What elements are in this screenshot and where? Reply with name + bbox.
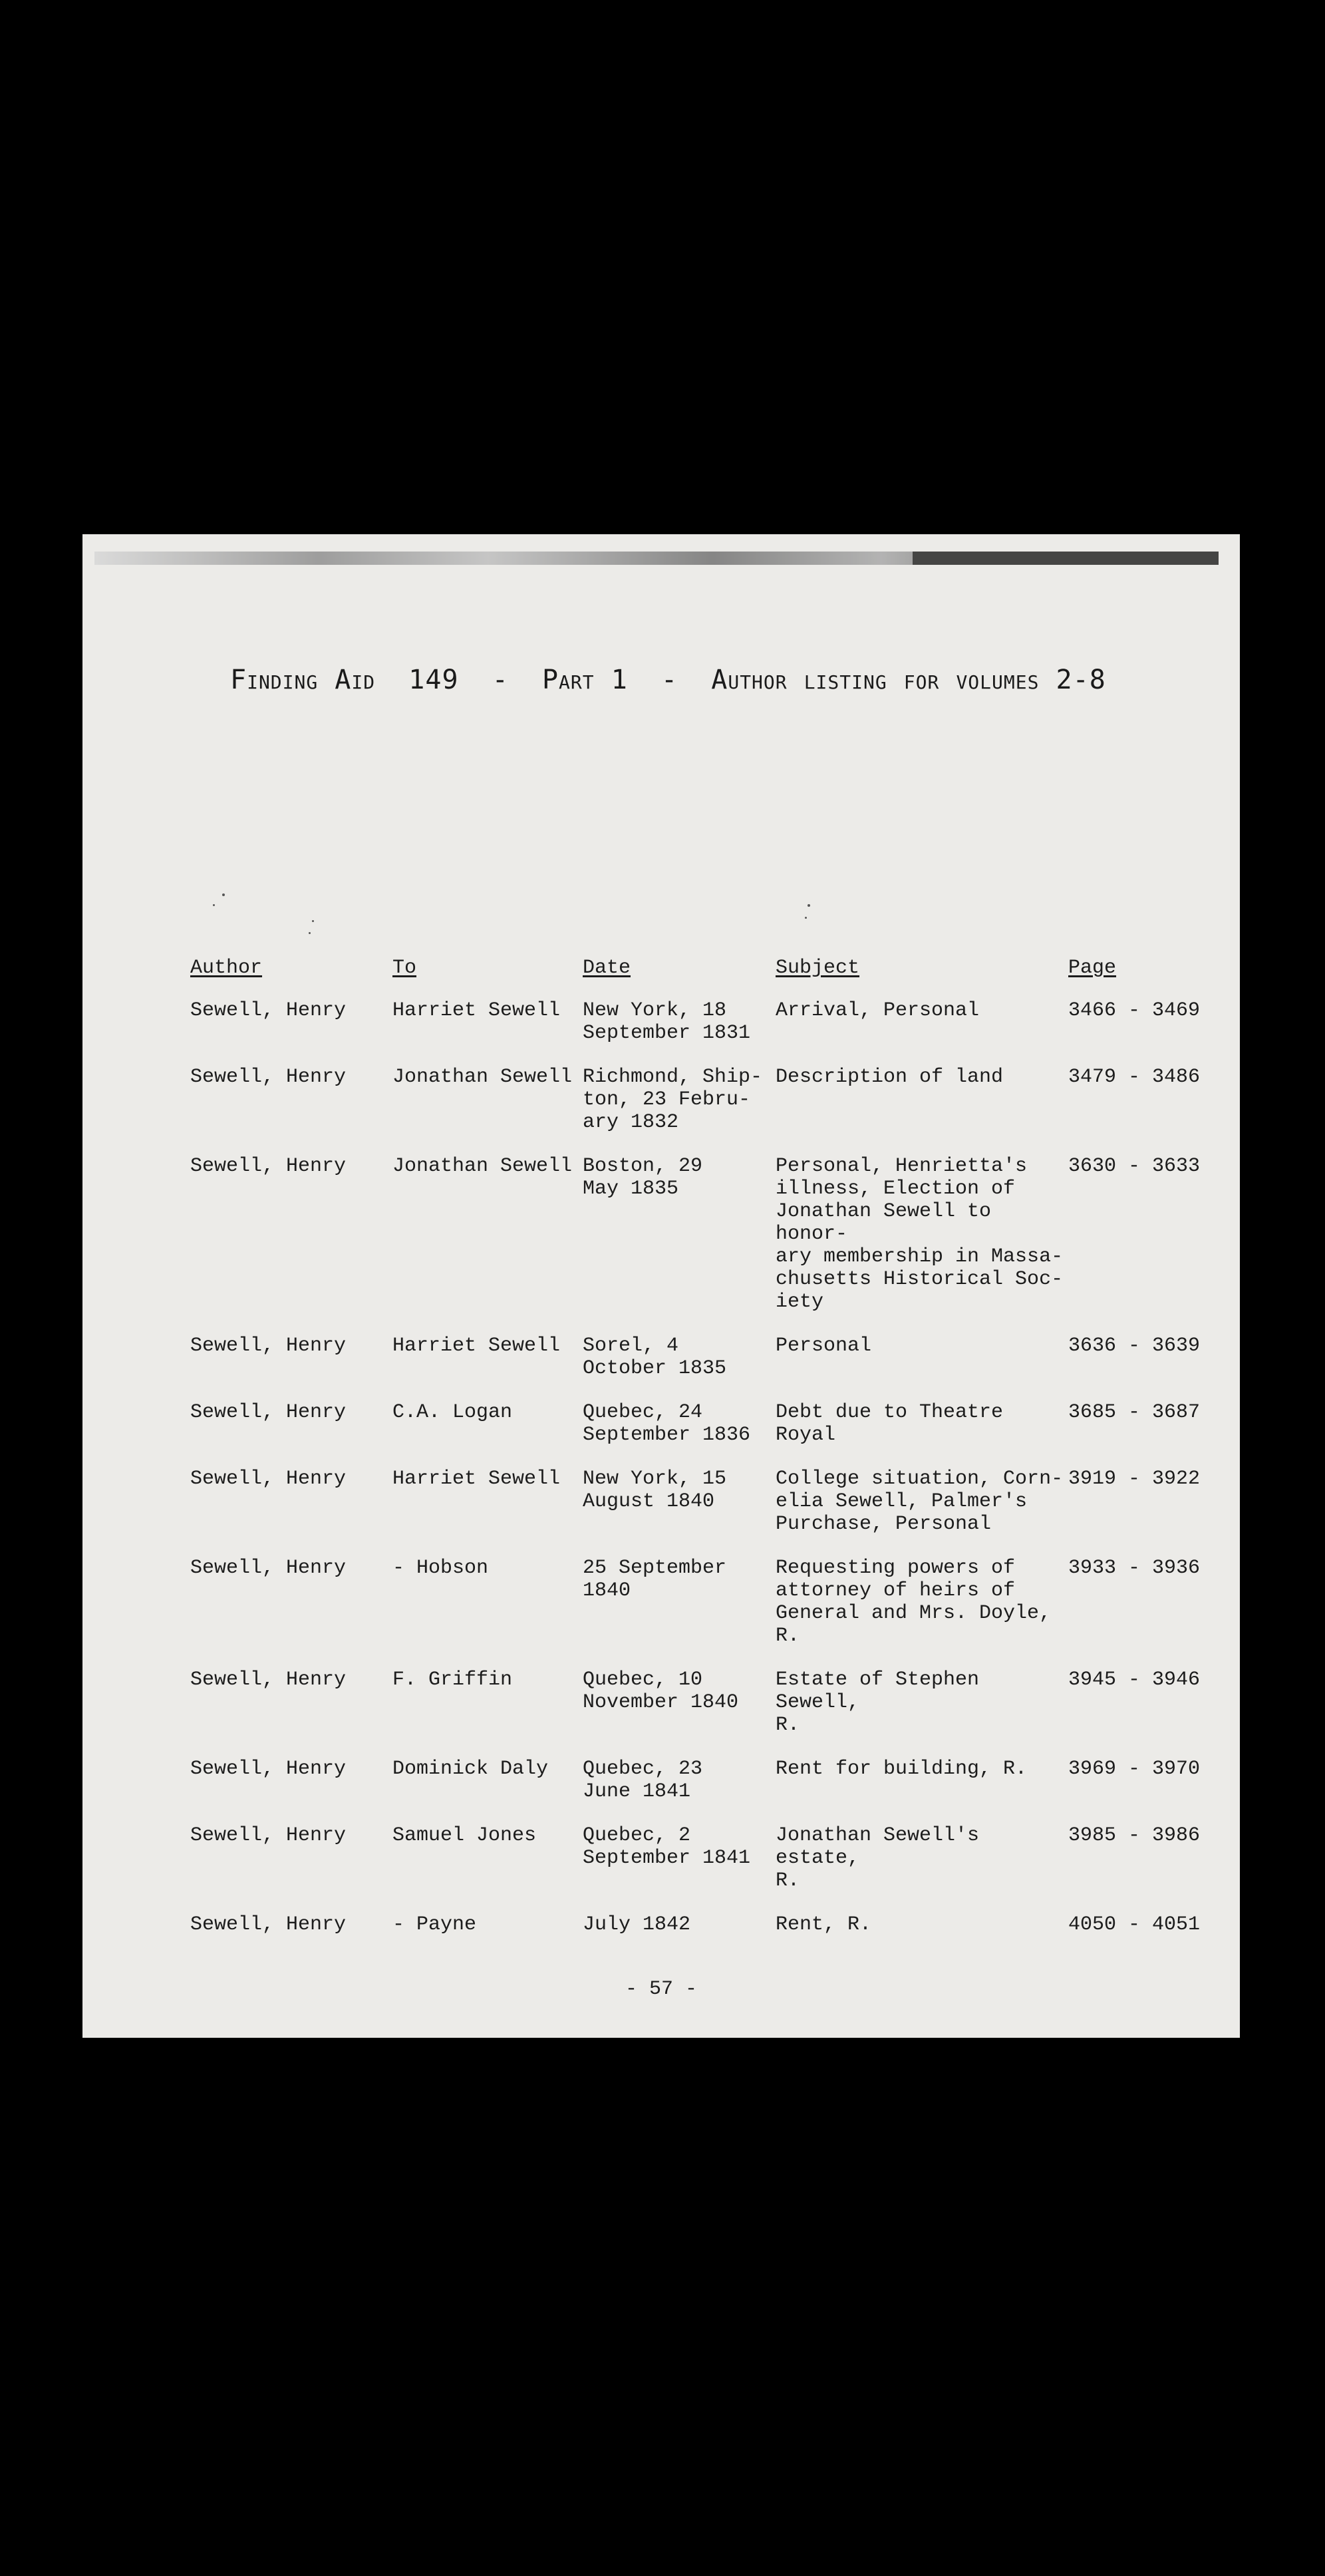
entry-subject: Personal, Henrietta's illness, Election of Jonathan Sewell to honor- ary membership in Massa- chusetts Historical Soc- iety [776,1155,1064,1313]
table-row [190,1066,1215,1134]
entry-subject: College situation, Corn- elia Sewell, Palmer's Purchase, Personal [776,1468,1064,1535]
entry-subject: Debt due to Theatre Royal [776,1401,1004,1446]
entry-author: Sewell, Henry [190,1335,347,1357]
document-page [82,534,1240,2038]
entry-author: Sewell, Henry [190,1155,347,1178]
title-number: 149 [408,665,459,695]
scan-speck [312,920,314,922]
entry-page: 3685 - 3687 [1068,1401,1201,1424]
entry-page: 3919 - 3922 [1068,1468,1201,1490]
table-row [190,1335,1215,1380]
header-author: Author [190,957,263,979]
entry-subject: Personal [776,1335,872,1357]
table-row [190,1468,1215,1535]
title-sep-2: - [661,665,678,695]
entry-subject: Requesting powers of attorney of heirs of General and Mrs. Doyle, R. [776,1557,1052,1647]
entry-author: Sewell, Henry [190,1669,347,1691]
entry-author: Sewell, Henry [190,1066,347,1088]
entry-to: - Hobson [392,1557,489,1579]
entry-author: Sewell, Henry [190,1758,347,1780]
scan-speck [805,917,807,919]
scan-speck [808,904,810,907]
page-title [230,665,1106,695]
entry-author: Sewell, Henry [190,1824,347,1847]
entry-page: 3933 - 3936 [1068,1557,1201,1579]
entry-to: Dominick Daly [392,1758,549,1780]
entry-to: F. Griffin [392,1669,513,1691]
entry-page: 4050 - 4051 [1068,1913,1201,1936]
title-listing: Author listing for volumes [711,665,1040,695]
entry-to: Harriet Sewell [392,1335,561,1357]
entry-author: Sewell, Henry [190,1913,347,1936]
entry-date: Quebec, 2 September 1841 [583,1824,751,1869]
entry-date: Quebec, 23 June 1841 [583,1758,703,1803]
entry-page: 3945 - 3946 [1068,1669,1201,1691]
entry-subject: Rent for building, R. [776,1758,1028,1780]
entry-page: 3479 - 3486 [1068,1066,1201,1088]
header-to: To [392,957,417,979]
entry-subject: Jonathan Sewell's estate, R. [776,1824,980,1892]
entry-page: 3630 - 3633 [1068,1155,1201,1178]
table-row [190,1913,1215,1936]
entry-date: Richmond, Ship- ton, 23 Febru- ary 1832 [583,1066,763,1134]
title-part: Part [541,665,595,695]
entry-date: July 1842 [583,1913,691,1936]
entry-date: Quebec, 10 November 1840 [583,1669,739,1714]
entry-subject: Description of land [776,1066,1004,1088]
entry-date: Quebec, 24 September 1836 [583,1401,751,1446]
title-volumes: 2-8 [1056,665,1106,695]
entry-date: Sorel, 4 October 1835 [583,1335,727,1380]
entry-date: Boston, 29 May 1835 [583,1155,703,1200]
entry-to: Harriet Sewell [392,999,561,1022]
scan-edge-strip [94,552,1219,565]
page-number: - 57 - [625,1978,698,2001]
author-listing-table [190,957,1215,1957]
scan-speck [222,893,225,896]
entry-subject: Arrival, Personal [776,999,980,1022]
entry-author: Sewell, Henry [190,1401,347,1424]
title-finding-aid: Finding Aid [230,665,376,695]
table-header-row [190,957,1215,979]
entry-page: 3985 - 3986 [1068,1824,1201,1847]
entry-page: 3636 - 3639 [1068,1335,1201,1357]
entry-subject: Estate of Stephen Sewell, R. [776,1669,980,1736]
table-row [190,999,1215,1045]
entry-page: 3969 - 3970 [1068,1758,1201,1780]
entry-author: Sewell, Henry [190,999,347,1022]
entry-to: C.A. Logan [392,1401,513,1424]
entry-date: 25 September 1840 [583,1557,727,1602]
entry-page: 3466 - 3469 [1068,999,1201,1022]
entry-date: New York, 15 August 1840 [583,1468,727,1513]
table-row [190,1557,1215,1647]
table-row [190,1401,1215,1446]
entry-to: Jonathan Sewell [392,1066,573,1088]
table-row [190,1155,1215,1313]
header-page: Page [1068,957,1117,979]
title-part-number: 1 [611,665,628,695]
scan-speck [309,932,311,934]
entry-subject: Rent, R. [776,1913,872,1936]
title-sep-1: - [492,665,509,695]
table-row [190,1824,1215,1892]
table-row [190,1758,1215,1803]
header-date: Date [583,957,631,979]
entry-author: Sewell, Henry [190,1468,347,1490]
scan-speck [213,904,215,906]
entry-author: Sewell, Henry [190,1557,347,1579]
header-subject: Subject [776,957,860,979]
entry-to: Harriet Sewell [392,1468,561,1490]
table-row [190,1669,1215,1736]
entry-to: Jonathan Sewell [392,1155,573,1178]
entry-to: Samuel Jones [392,1824,537,1847]
entry-date: New York, 18 September 1831 [583,999,751,1045]
entry-to: - Payne [392,1913,477,1936]
